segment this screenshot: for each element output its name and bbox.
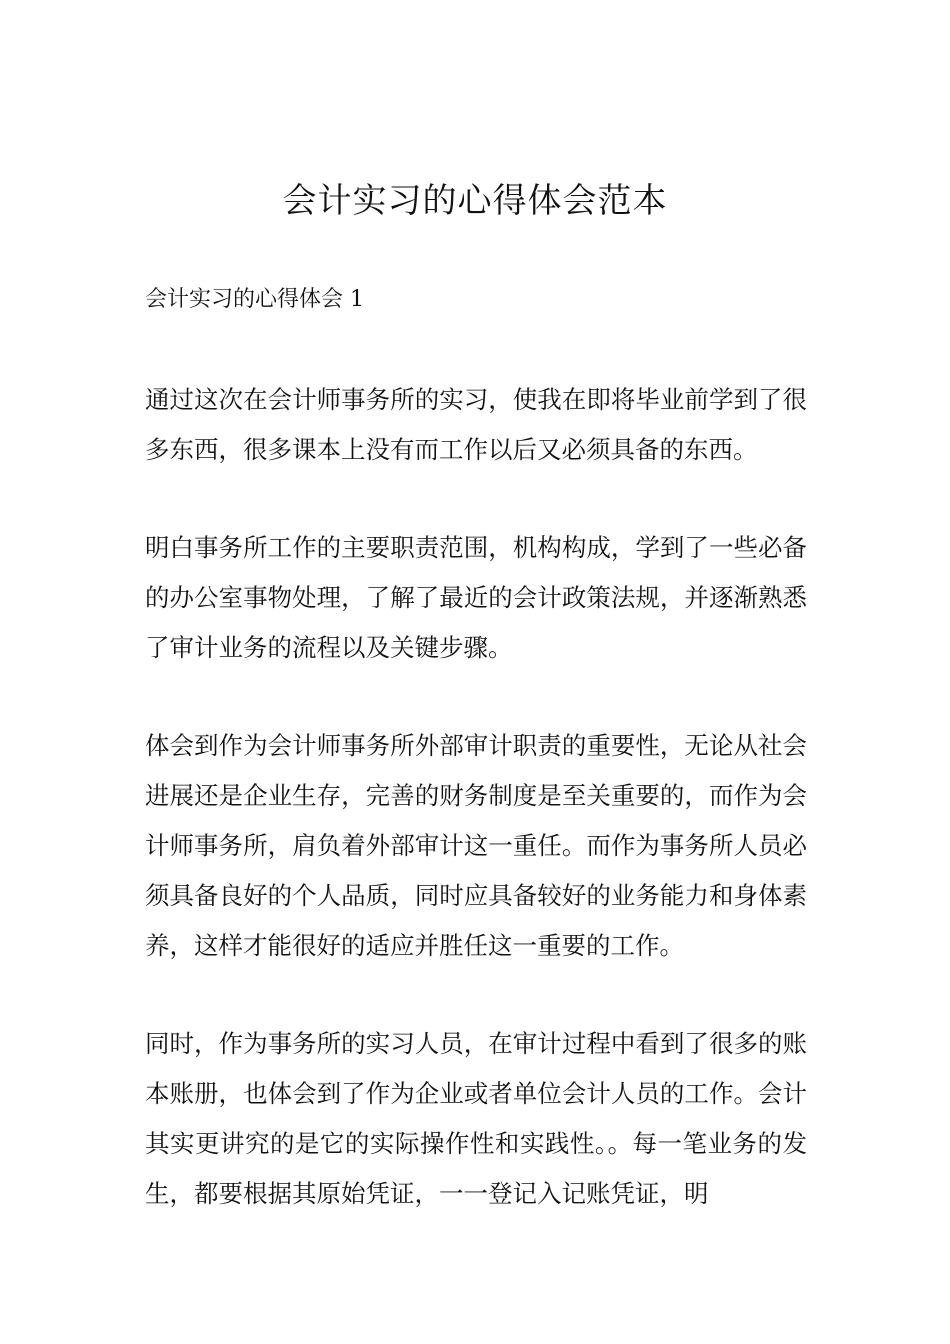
paragraph: 明白事务所工作的主要职责范围，机构构成，学到了一些必备的办公室事物处理，了解了最近的会计政策法规，并逐渐熟悉了审计业务的流程以及关键步骤。 [145, 533, 807, 662]
document-title: 会计实习的心得体会范本 [282, 181, 668, 221]
paragraph: 通过这次在会计师事务所的实习，使我在即将毕业前学到了很多东西，很多课本上没有而工作以后又必须具备的东西。 [145, 385, 807, 464]
paragraph: 体会到作为会计师事务所外部审计职责的重要性，无论从社会进展还是企业生存，完善的财务制度是至关重要的，而作为会计师事务所，肩负着外部审计这一重任。而作为事务所人员必须具备良好的个人品质，同时应具备较好的业务能力和身体素养，这样才能很好的适应并胜任这一重要的工作。 [145, 731, 807, 960]
paragraph: 同时，作为事务所的实习人员，在审计过程中看到了很多的账本账册，也体会到了作为企业或者单位会计人员的工作。会计其实更讲究的是它的实际操作性和实践性。。每一笔业务的发生，都要根据其原始凭证，一一登记入记账凭证，明 [145, 1029, 807, 1208]
section-heading: 会计实习的心得体会 1 [145, 287, 364, 312]
